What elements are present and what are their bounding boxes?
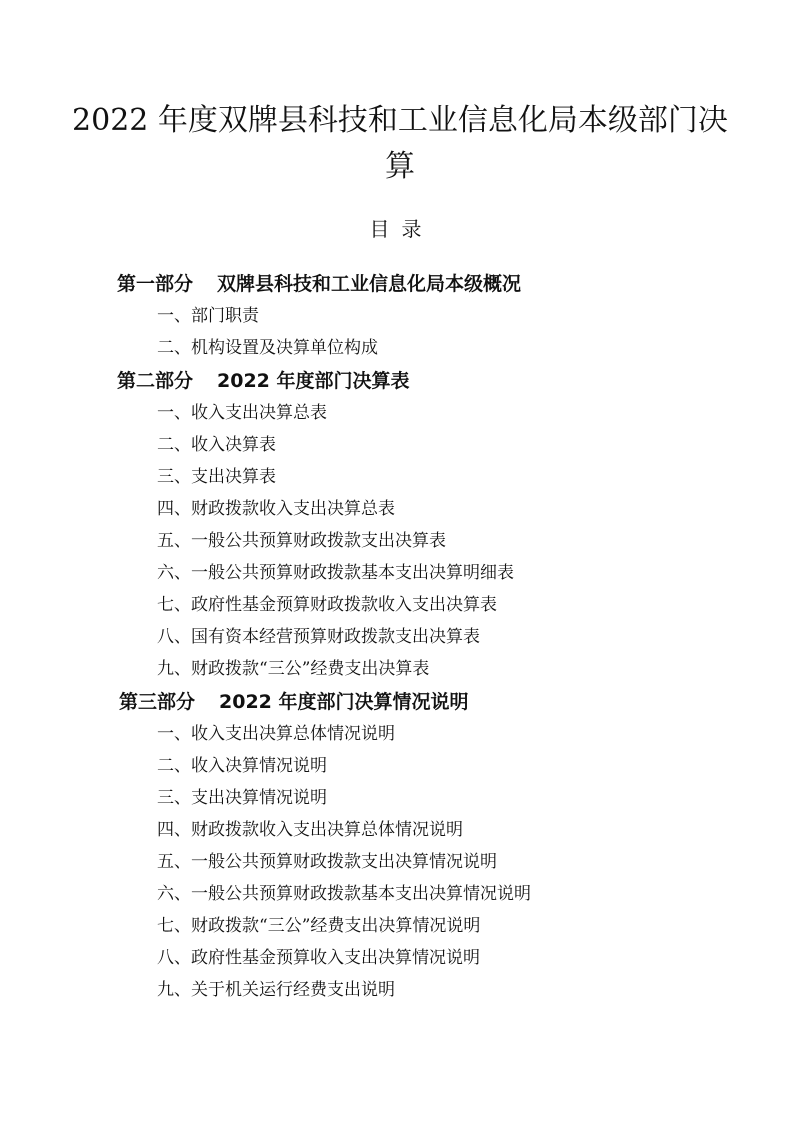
toc-item[interactable]: 九、财政拨款“三公”经费支出决算表 <box>157 659 430 679</box>
toc-item[interactable]: 七、财政拨款“三公”经费支出决算情况说明 <box>157 916 481 936</box>
document-title <box>70 98 730 190</box>
toc-item[interactable]: 二、收入决算情况说明 <box>157 756 327 776</box>
toc-item[interactable]: 七、政府性基金预算财政拨款收入支出决算表 <box>157 595 497 615</box>
document-title-line1: 2022 年度双牌县科技和工业信息化局本级部门决 <box>72 103 728 138</box>
toc-part-2-name: 2022 年度部门决算表 <box>217 370 410 392</box>
toc-item[interactable]: 二、机构设置及决算单位构成 <box>157 338 378 358</box>
toc-item[interactable]: 九、关于机关运行经费支出说明 <box>157 980 395 1000</box>
toc-item[interactable]: 四、财政拨款收入支出决算总体情况说明 <box>157 820 463 840</box>
toc-item[interactable]: 六、一般公共预算财政拨款基本支出决算情况说明 <box>157 884 531 904</box>
toc-heading: 目录 <box>369 217 434 241</box>
toc-part-1[interactable] <box>117 268 521 300</box>
toc-item[interactable]: 八、政府性基金预算收入支出决算情况说明 <box>157 948 480 968</box>
toc-part-3-label: 第三部分 <box>119 691 196 713</box>
toc-part-1-label: 第一部分 <box>117 273 194 295</box>
toc-item[interactable]: 八、国有资本经营预算财政拨款支出决算表 <box>157 627 480 647</box>
toc-item[interactable]: 三、支出决算情况说明 <box>157 788 327 808</box>
toc-item[interactable]: 二、收入决算表 <box>157 435 276 455</box>
toc-part-3-name: 2022 年度部门决算情况说明 <box>219 691 469 713</box>
toc-item[interactable]: 一、收入支出决算总表 <box>157 403 327 423</box>
toc-item[interactable]: 一、部门职责 <box>157 306 259 326</box>
toc-part-3[interactable] <box>119 686 469 718</box>
toc-part-2-label: 第二部分 <box>117 370 194 392</box>
toc-part-2[interactable] <box>117 365 410 397</box>
toc-item[interactable]: 六、一般公共预算财政拨款基本支出决算明细表 <box>157 563 514 583</box>
toc-part-1-name: 双牌县科技和工业信息化局本级概况 <box>217 273 522 295</box>
toc-item[interactable]: 三、支出决算表 <box>157 467 276 487</box>
document-title-line2: 算 <box>385 149 415 184</box>
toc-item[interactable]: 一、收入支出决算总体情况说明 <box>157 724 395 744</box>
toc-item[interactable]: 五、一般公共预算财政拨款支出决算情况说明 <box>157 852 497 872</box>
toc-item[interactable]: 四、财政拨款收入支出决算总表 <box>157 499 395 519</box>
toc-item[interactable]: 五、一般公共预算财政拨款支出决算表 <box>157 531 446 551</box>
